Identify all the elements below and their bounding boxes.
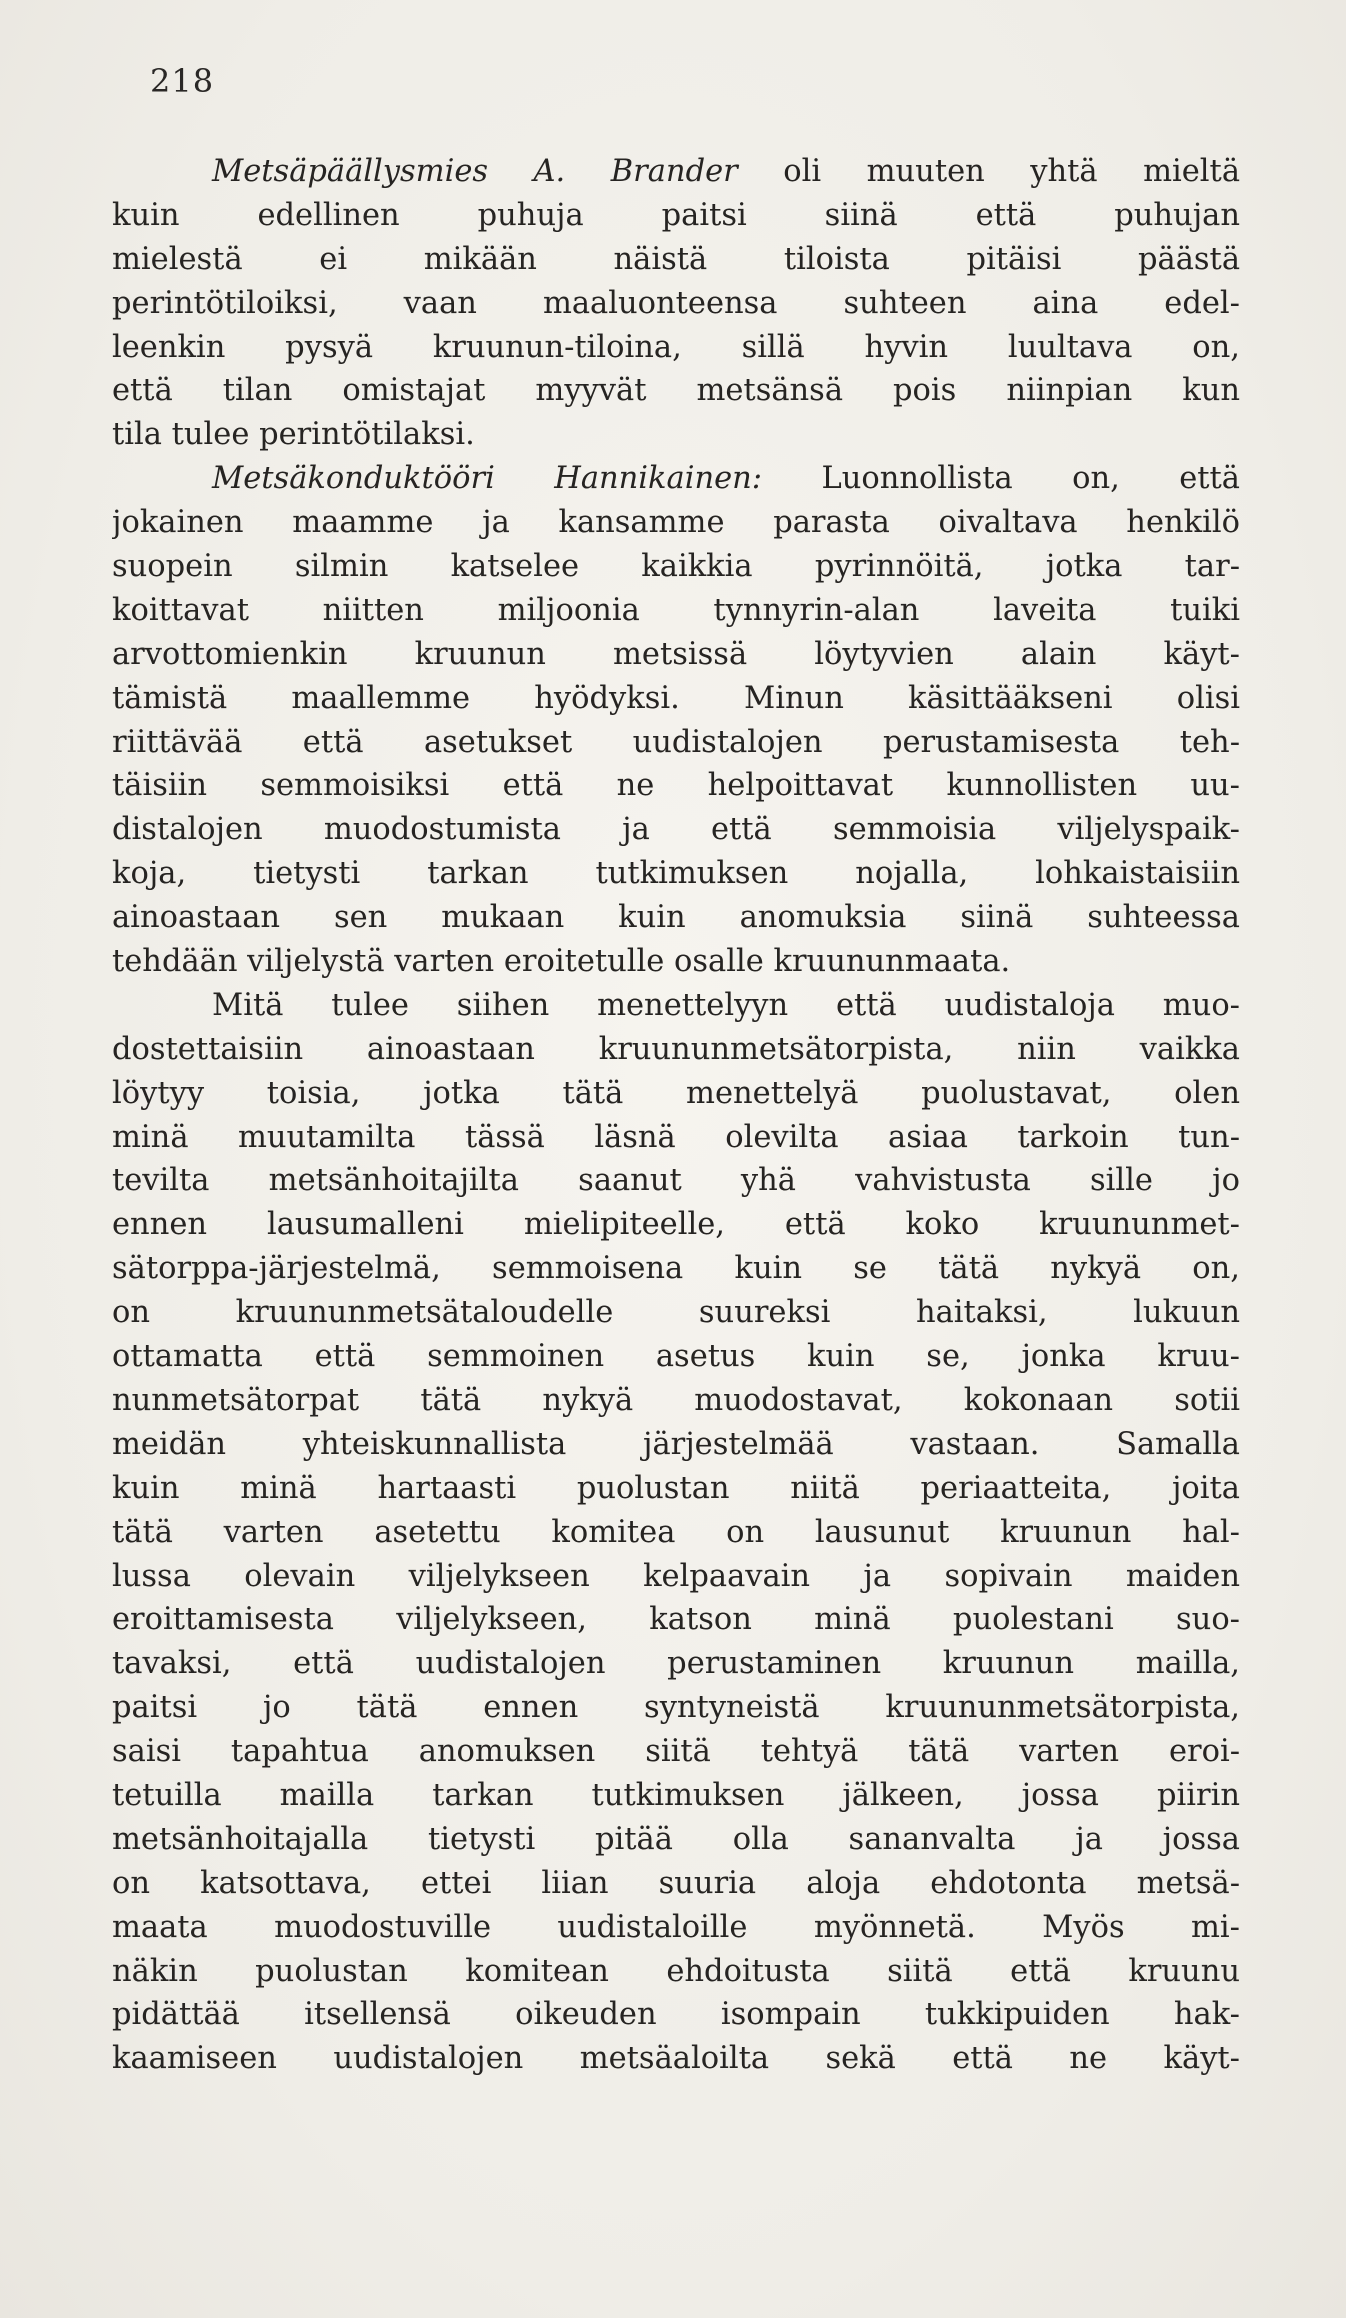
line-text: että tilan omistajat myyvät metsänsä pois niinpian kun [112, 373, 1240, 409]
text-line [112, 326, 1240, 370]
line-text: tila tulee perintötilaksi. [112, 417, 475, 453]
text-line [112, 1950, 1240, 1994]
text-line [112, 1028, 1240, 1072]
text-line [112, 1730, 1240, 1774]
text-line [112, 1818, 1240, 1862]
line-text: koittavat niitten miljoonia tynnyrin-alan laveita tuiki [112, 592, 1240, 628]
text-line [112, 852, 1240, 896]
text-line [112, 1993, 1240, 2037]
line-text: Mitä tulee siihen menettelyyn että uudistaloja muo- [212, 987, 1240, 1023]
text-line [112, 369, 1240, 413]
text-line [112, 1906, 1240, 1950]
line-text: tevilta metsänhoitajilta saanut yhä vahvistusta sille jo [112, 1163, 1240, 1199]
text-line [112, 1467, 1240, 1511]
text-line [112, 457, 1240, 501]
page-number: 218 [150, 62, 215, 100]
line-text: löytyy toisia, jotka tätä menettelyä puolustavat, olen [112, 1075, 1240, 1111]
text-line [112, 1423, 1240, 1467]
line-text: kaamiseen uudistalojen metsäaloilta sekä että ne käyt- [112, 2041, 1240, 2077]
text-line [112, 633, 1240, 677]
text-line [112, 721, 1240, 765]
line-text: tavaksi, että uudistalojen perustaminen kruunun mailla, [112, 1646, 1240, 1682]
text-line [112, 1642, 1240, 1686]
text-line [112, 150, 1240, 194]
line-text: koja, tietysti tarkan tutkimuksen nojalla, lohkaistaisiin [112, 856, 1240, 892]
text-line [112, 238, 1240, 282]
text-line [112, 984, 1240, 1028]
line-text: metsänhoitajalla tietysti pitää olla sananvalta ja jossa [112, 1821, 1240, 1857]
text-line [112, 2037, 1240, 2081]
text-line [112, 1116, 1240, 1160]
text-line [112, 1203, 1240, 1247]
text-line [112, 413, 1240, 457]
line-text: tämistä maallemme hyödyksi. Minun käsittääkseni olisi [112, 680, 1240, 716]
text-line [112, 589, 1240, 633]
line-text: kuin minä hartaasti puolustan niitä periaatteita, joita [112, 1470, 1240, 1506]
text-line [112, 282, 1240, 326]
text-line [112, 1335, 1240, 1379]
text-line [112, 1247, 1240, 1291]
text-line [112, 764, 1240, 808]
text-line [112, 501, 1240, 545]
text-line [112, 1159, 1240, 1203]
line-text: ennen lausumalleni mielipiteelle, että koko kruununmet- [112, 1207, 1240, 1243]
line-text: meidän yhteiskunnallista järjestelmää vastaan. Samalla [112, 1426, 1240, 1462]
text-line [112, 1072, 1240, 1116]
line-text: ainoastaan sen mukaan kuin anomuksia siinä suhteessa [112, 900, 1240, 936]
line-text: maata muodostuville uudistaloille myönnetä. Myös mi- [112, 1909, 1240, 1945]
text-line [112, 1379, 1240, 1423]
text-line [112, 1862, 1240, 1906]
line-text: eroittamisesta viljelykseen, katson minä puolestani suo- [112, 1602, 1240, 1638]
line-text: saisi tapahtua anomuksen siitä tehtyä tätä varten eroi- [112, 1734, 1240, 1770]
speaker-name: Metsäpäällysmies A. Brander [212, 154, 738, 189]
line-text: distalojen muodostumista ja että semmoisia viljelyspaik- [112, 812, 1240, 848]
line-text: on kruununmetsätaloudelle suureksi haitaksi, lukuun [112, 1295, 1240, 1331]
line-text: perintötiloiksi, vaan maaluonteensa suhteen aina edel- [112, 285, 1240, 321]
line-text: sätorppa-järjestelmä, semmoisena kuin se tätä nykyä on, [112, 1251, 1240, 1287]
text-line [112, 1686, 1240, 1730]
line-text: pidättää itsellensä oikeuden isompain tukkipuiden hak- [112, 1997, 1240, 2033]
line-text: ottamatta että semmoinen asetus kuin se, jonka kruu- [112, 1339, 1240, 1375]
line-text: tetuilla mailla tarkan tutkimuksen jälkeen, jossa piirin [112, 1777, 1240, 1813]
text-line [112, 1555, 1240, 1599]
speaker-name: Metsäkonduktööri Hannikainen: [212, 461, 763, 497]
line-text: leenkin pysyä kruunun-tiloina, sillä hyvin luultava on, [112, 329, 1240, 365]
text-line [112, 1774, 1240, 1818]
line-text: on katsottava, ettei liian suuria aloja ehdotonta metsä- [112, 1865, 1240, 1901]
line-text: täisiin semmoisiksi että ne helpoittavat kunnollisten uu- [112, 768, 1240, 804]
text-line [112, 808, 1240, 852]
line-text: jokainen maamme ja kansamme parasta oivaltava henkilö [112, 505, 1240, 541]
text-line [112, 194, 1240, 238]
line-text: riittävää että asetukset uudistalojen perustamisesta teh- [112, 724, 1240, 760]
text-line [112, 1291, 1240, 1335]
text-line [112, 545, 1240, 589]
text-line [112, 896, 1240, 940]
line-text: suopein silmin katselee kaikkia pyrinnöitä, jotka tar- [112, 549, 1240, 585]
line-text: Luonnollista on, että [762, 461, 1240, 497]
text-line [112, 677, 1240, 721]
line-text: tehdään viljelystä varten eroitetulle osalle kruununmaata. [112, 944, 1011, 980]
line-text: dostettaisiin ainoastaan kruununmetsätorpista, niin vaikka [112, 1031, 1240, 1067]
body-text [112, 150, 1240, 2081]
line-text: mielestä ei mikään näistä tiloista pitäisi päästä [112, 241, 1240, 277]
line-text: minä muutamilta tässä läsnä olevilta asiaa tarkoin tun- [112, 1119, 1240, 1155]
text-line [112, 1511, 1240, 1555]
text-line [112, 940, 1240, 984]
line-text: tätä varten asetettu komitea on lausunut kruunun hal- [112, 1514, 1240, 1550]
line-text: lussa olevain viljelykseen kelpaavain ja sopivain maiden [112, 1558, 1240, 1594]
line-text: nunmetsätorpat tätä nykyä muodostavat, kokonaan sotii [112, 1382, 1240, 1418]
text-line [112, 1598, 1240, 1642]
line-text: näkin puolustan komitean ehdoitusta siitä että kruunu [112, 1953, 1240, 1989]
line-text: paitsi jo tätä ennen syntyneistä kruununmetsätorpista, [112, 1690, 1240, 1726]
line-text: oli muuten yhtä mieltä [737, 154, 1240, 189]
line-text: kuin edellinen puhuja paitsi siinä että puhujan [112, 197, 1240, 233]
line-text: arvottomienkin kruunun metsissä löytyvien alain käyt- [112, 636, 1240, 672]
